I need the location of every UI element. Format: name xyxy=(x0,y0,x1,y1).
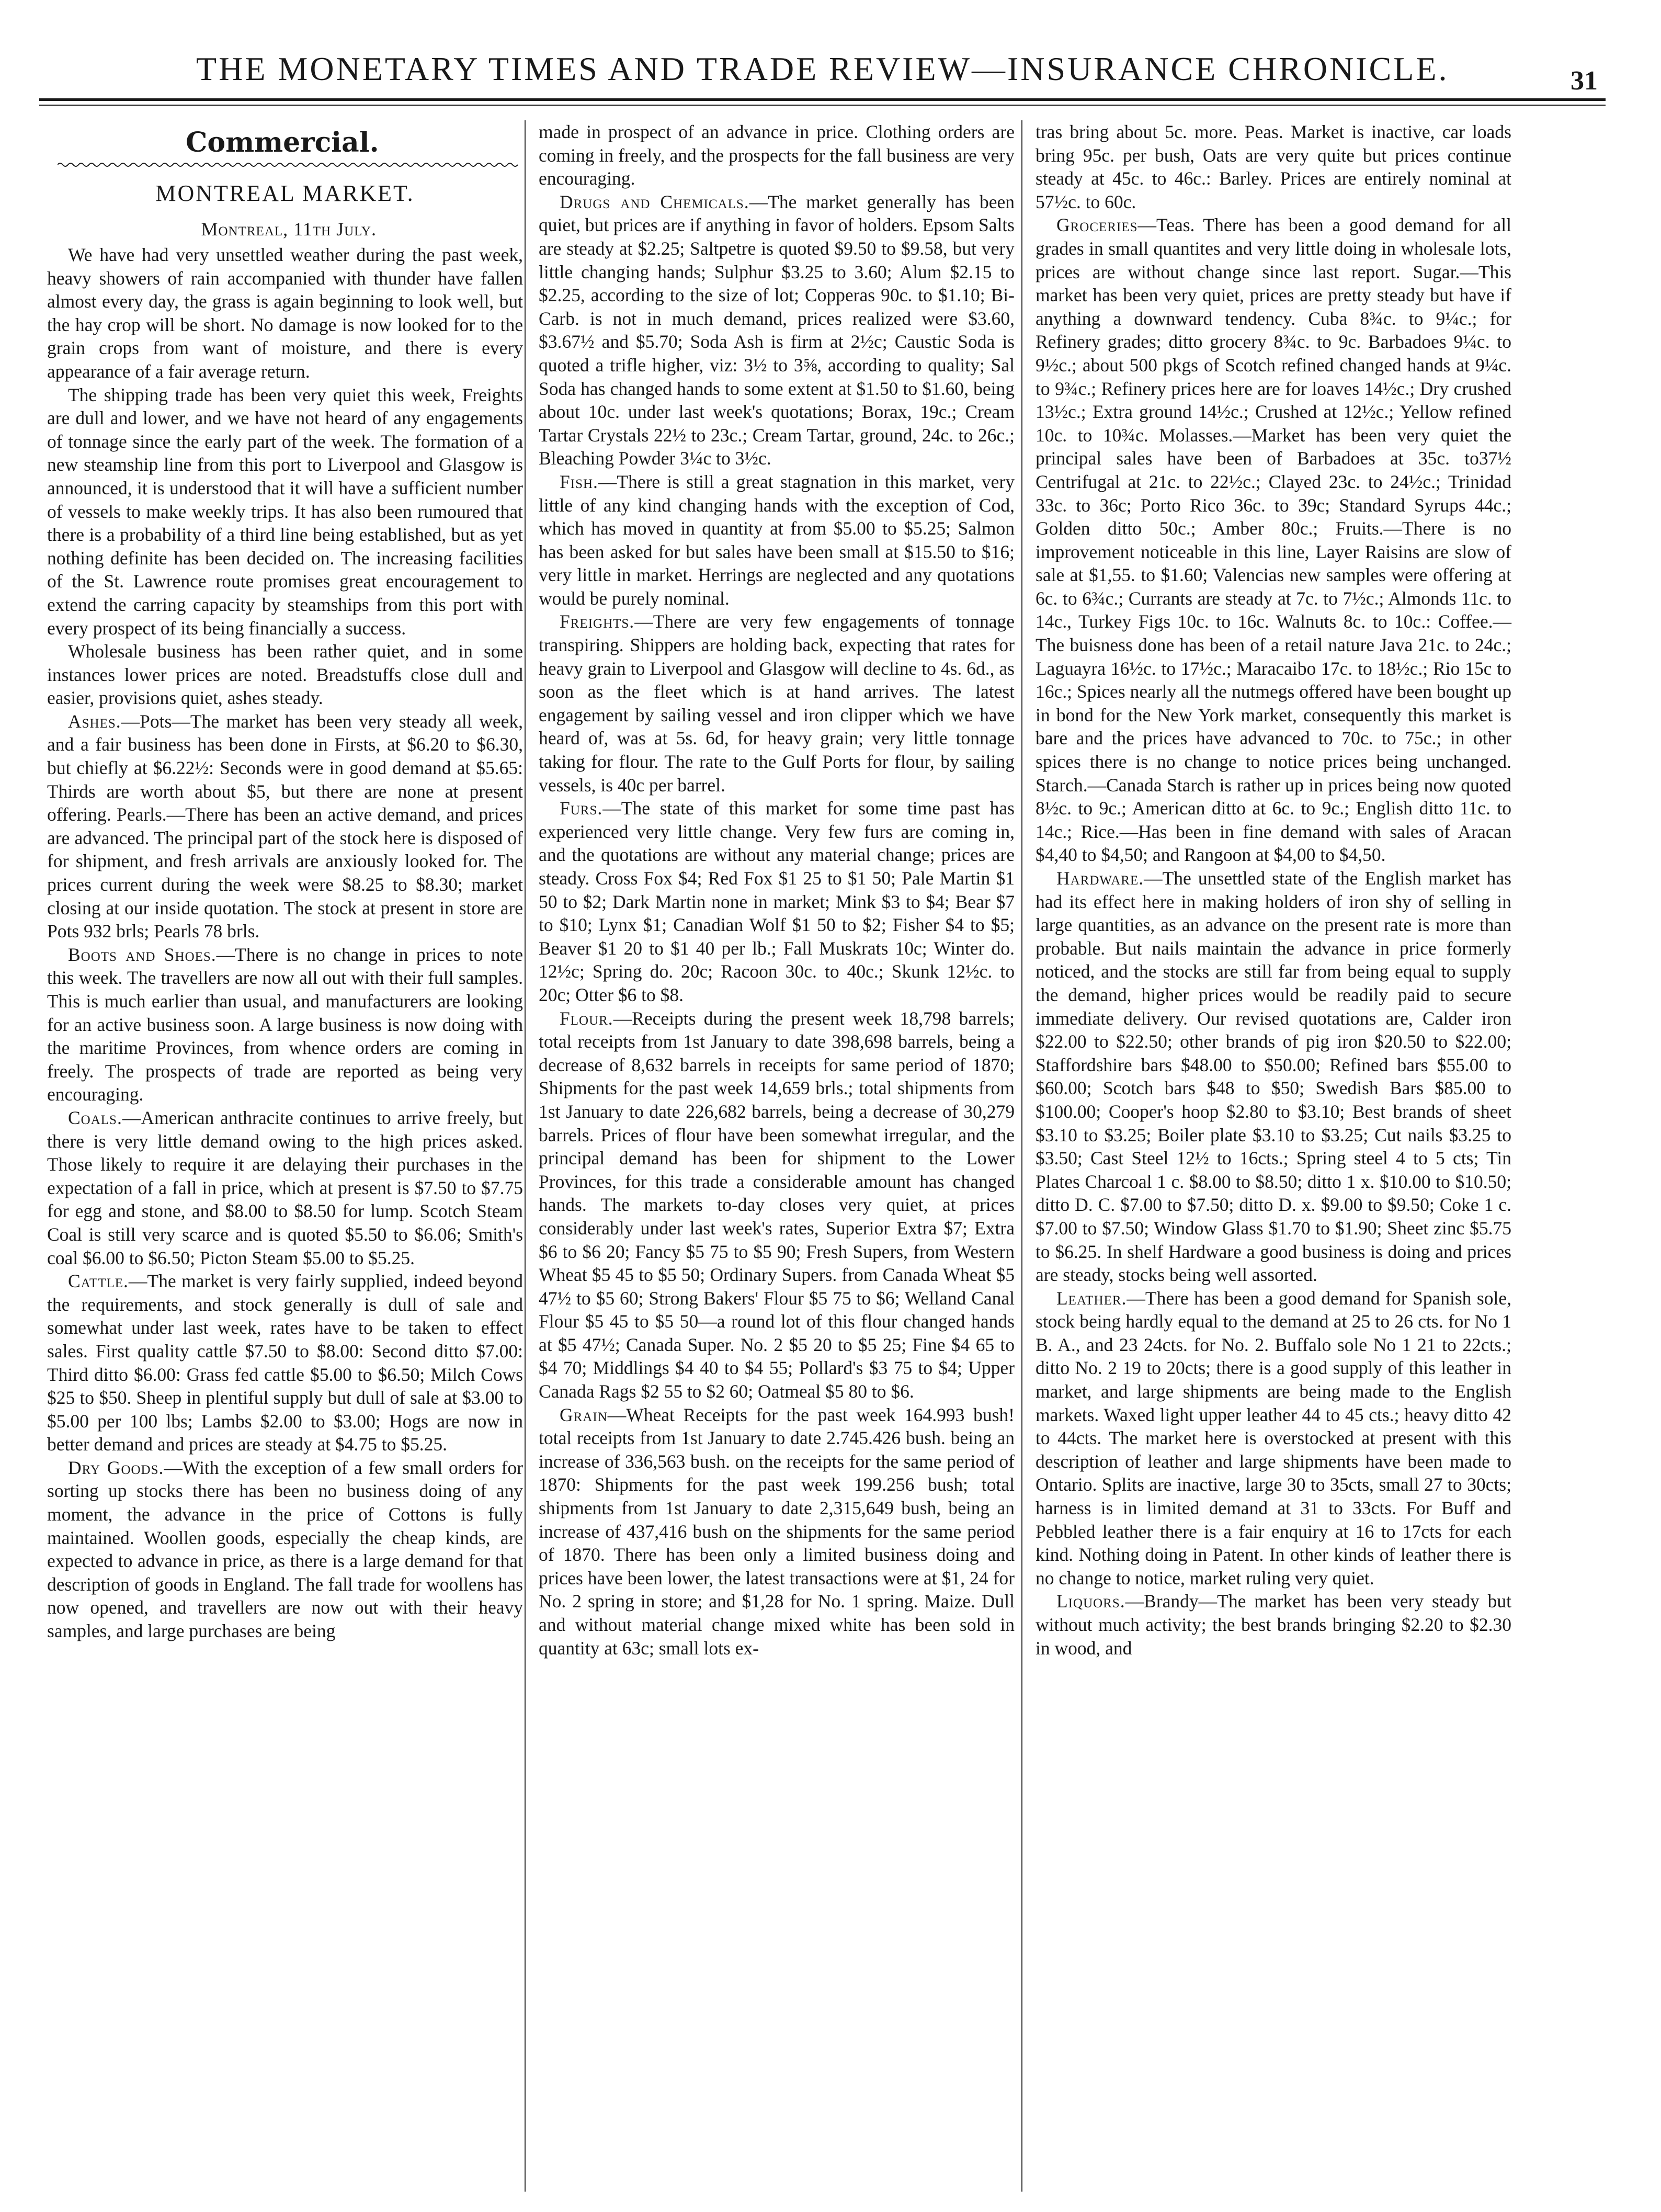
masthead-rule-thick xyxy=(39,98,1606,101)
masthead-title: THE MONETARY TIMES AND TRADE REVIEW—INSURANCE CHRONICLE. xyxy=(196,50,1449,87)
article-paragraph xyxy=(47,383,523,640)
article-paragraph xyxy=(539,470,1015,610)
article-paragraph xyxy=(539,190,1015,470)
article-paragraph xyxy=(47,1106,523,1269)
masthead-rule-thin xyxy=(39,105,1606,106)
column-divider xyxy=(1021,120,1022,2192)
paragraph-text: —The state of this market for some time past has experienced very little change. Very few furs are coming in, and the quotations are without any material change; prices are steady. Cross Fox $4; Red Fox $1 25 to $1 50; Pale Martin $1 50 to $2; Dark Martin none in market; Mink $3 to $4; Bear $7 to $10; Lynx $1; Canadian Wolf $1 50 to $2; Fisher $4 to $5; Beaver $1 20 to $1 40 per lb.; Fall Muskrats 10c; Winter do. 12½c; Spring do. 20c; Racoon 30c. to 40c.; Skunk 12½c. to 20c; Otter $6 to $8. xyxy=(539,798,1015,1005)
article-paragraph xyxy=(1036,1287,1511,1590)
paragraph-text: made in prospect of an advance in price. Clothing orders are coming in freely, and the prospects for the fall business are very encouraging. xyxy=(539,121,1015,189)
article-paragraph xyxy=(47,243,523,383)
paragraph-text: —The unsettled state of the English market has had its effect here in making holders of iron shy of selling in large quantities, as an advance on the present rate is more than probable. But nails maintain the advance in price formerly noticed, and the stocks are still far from being equal to supply the demand, higher prices would be readily paid to secure immediate delivery. Our revised quotations are, Calder iron $22.00 to $22.50; other brands of pig iron $20.50 to $22.00; Staffordshire bars $48.00 to $50.00; Refined bars $55.00 to $60.00; Scotch bars $48 to $50; Swedish Bars $85.00 to $100.00; Cooper's hoop $2.80 to $3.10; Best brands of sheet $3.10 to $3.25; Boiler plate $3.10 to $3.25; Cut nails $3.25 to $3.50; Cast Steel 12½ to 16cts.; Spring steel 4 to 5 cts; Tin Plates Charcoal 1 c. $8.00 to $8.50; ditto 1 x. $10.00 to $10.50; ditto D. C. $7.00 to $7.50; ditto D. x. $9.00 to $9.50; Coke 1 c. $7.00 to $7.50; Window Glass $1.70 to $1.90; Sheet zinc $5.75 to $6.25. In shelf Hardware a good business is doing and prices are steady, stocks being well assorted. xyxy=(1036,868,1511,1286)
paragraph-text: —Wheat Receipts for the past week 164.993 bush! total receipts from 1st January to date 2.745.426 bush. being an increase of 336,563 bush. on the receipts for the same period of 1870: Shipments for the past week 199.256 bush; total shipments from 1st January to date 2,315,649 bush, being an increase of 437,416 bush on the shipments for the same period of 1870. There has been only a limited business doing and prices have been lower, the latest transactions were at $1, 24 for No. 2 spring in store; and $1,28 for No. 1 spring. Maize. Dull and without material change mixed white has been sold in quantity at 63c; small lots ex- xyxy=(539,1404,1015,1659)
column-3-body xyxy=(1036,120,1511,1660)
paragraph-heading: Liquors. xyxy=(1056,1591,1125,1612)
paragraph-heading: Hardware. xyxy=(1056,868,1144,889)
article-paragraph xyxy=(1036,1590,1511,1660)
paragraph-heading: Drugs and Chemicals. xyxy=(560,191,749,212)
article-paragraph xyxy=(47,710,523,943)
paragraph-text: We have had very unsettled weather during the past week, heavy showers of rain accompanied with thunder have fallen almost every day, the grass is again beginning to look well, but the hay crop will be short. No damage is now looked for to the grain crops from want of moisture, and there is every appearance of a fair average return. xyxy=(47,244,523,382)
paragraph-text: —There has been a good demand for Spanish sole, stock being hardly equal to the demand at 25 to 26 cts. for No 1 B. A., and 23 24cts. for No. 2. Buffalo sole No 1 21 to 22cts.; ditto No. 2 19 to 20cts; there is a good supply of this leather in market, and large shipments are being made to the English markets. Waxed light upper leather 44 to 45 cts.; heavy ditto 42 to 44cts. The market here is overstocked at present with this description of leather and large shipments have been made to Ontario. Splits are inactive, large 30 to 35cts, small 27 to 30cts; harness is in limited demand at 31 to 33cts. For Buff and Pebbled leather there is a fair enquiry at 16 to 17cts for each kind. Nothing doing in Patent. In other kinds of leather there is no change to notice, market ruling very quiet. xyxy=(1036,1287,1511,1589)
paragraph-heading: Furs. xyxy=(560,798,603,819)
dateline: Montreal, 11th July. xyxy=(201,219,377,240)
paragraph-heading: Ashes. xyxy=(68,710,121,732)
article-paragraph xyxy=(47,1269,523,1456)
paragraph-heading: Cattle. xyxy=(68,1271,129,1292)
column-2 xyxy=(539,120,1015,1660)
page-number: 31 xyxy=(1571,66,1598,96)
paragraph-text: —Pots—The market has been very steady all week, and a fair business has been done in Firsts, at $6.20 to $6.30, but chiefly at $6.22½: Seconds were in good demand at $5.65: Thirds are worth about $5, but there are none at present offering. Pearls.—There has been an active demand, and prices are advanced. The principal part of the stock here is disposed of for shipment, and fresh arrivals are anxiously looked for. The prices current during the week were $8.25 to $8.30; market closing at our inside quotation. The stock at present in store are Pots 932 brls; Pearls 78 brls. xyxy=(47,710,523,942)
ornamental-rule xyxy=(58,162,518,168)
paragraph-heading: Coals. xyxy=(68,1107,122,1128)
paragraph-heading: Freights. xyxy=(560,611,635,632)
paragraph-text: —The market generally has been quiet, but prices are if anything in favor of holders. Epsom Salts are steady at $2.25; Saltpetre is quoted $9.50 to $9.58, but very little changing hands; Sulphur $3.25 to 3.60; Alum $2.15 to $2.25, according to the size of lot; Copperas 90c. to $1.10; Bi-Carb. is not in much demand, prices realized were $3.60, $3.67½ and $5.70; Soda Ash is firm at 2½c; Caustic Soda is quoted a trifle higher, viz: 3½ to 3⅝, according to quality; Sal Soda has changed hands to some extent at $1.50 to $1.60, being about 10c. under last week's quotations; Borax, 19c.; Cream Tartar Crystals 22½ to 23c.; Cream Tartar, ground, 24c. to 26c.; Bleaching Powder 3¼c to 3½c. xyxy=(539,191,1015,469)
paragraph-text: —Receipts during the present week 18,798 barrels; total receipts from 1st January to date 398,698 barrels, being a decrease of 8,632 barrels in receipts for same period of 1870; Shipments for the past week 14,659 brls.; total shipments from 1st January to date 226,682 barrels, being a decrease of 30,279 barrels. Prices of flour have been somewhat irregular, and the principal demand has been for shipment to the Lower Provinces, for this trade a considerable amount has changed hands. The markets to-day closes very quiet, at prices considerably under last week's rates, Superior Extra $7; Extra $6 to $6 20; Fancy $5 75 to $5 90; Fresh Supers, from Western Wheat $5 45 to $5 50; Ordinary Supers. from Canada Wheat $5 47½ to $5 60; Strong Bakers' Flour $5 75 to $6; Welland Canal Flour $5 45 to $5 50—a round lot of this flour changed hands at $5 47½; Canada Super. No. 2 $5 20 to $5 25; Fine $4 65 to $4 70; Middlings $4 40 to $4 55; Pollard's $3 75 to $4; Upper Canada Rags $2 55 to $2 60; Oatmeal $5 80 to $6. xyxy=(539,1007,1015,1402)
paragraph-text: —Teas. There has been a good demand for all grades in small quantites and very little doing in wholesale lots, prices are without change since last report. Sugar.—This market has been very quiet, prices are pretty steady but have if anything a downward tendency. Cuba 8¾c. to 9¼c.; for Refinery grades; ditto grocery 8¾c. to 9c. Barbadoes 9¼c. to 9½c.; about 500 pkgs of Scotch refined changed hands at 9¼c. to 9¾c.; Refinery prices here are for loaves 14½c.; Dry crushed 13½c.; Extra ground 14½c.; Crushed at 12½c.; Yellow refined 10c. to 10¾c. Molasses.—Market has been very quiet the principal sales have been of Barbadoes at 35c. to37½ Centrifugal at 21c. to 22½c.; Clayed 23c. to 24½c.; Trinidad 33c. to 36c; Porto Rico 36c. to 39c; Standard Syrups 44c.; Golden ditto 50c.; Amber 80c.; Fruits.—There is no improvement noticeable in this line, Layer Raisins are slow of sale at $1,55. to $1.60; Valencias new samples were offering at 6c. to 6¾c.; Currants are steady at 7c. to 7½c.; Almonds 11c. to 14c., Turkey Figs 10c. to 16c. Walnuts 8c. to 10c.: Coffee.—The buisness done has been of a retail nature Java 21c. to 24c.; Laguayra 16½c. to 17½c.; Maracaibo 17c. to 18½c.; Rio 15c to 16c.; Spices nearly all the nutmegs offered have been bought up in bond for the New York market, consequently this market is bare and the prices have advanced to 70c. to 75c.; in other spices there is no change to notice prices being unchanged. Starch.—Canada Starch is rather up in prices being now quoted 8½c. to 9c.; American ditto at 6c. to 9c.; English ditto 11c. to 14c.; Rice.—Has been in fine demand with sales of Aracan $4,40 to $4,50; and Rangoon at $4,00 to $4,50. xyxy=(1036,214,1511,866)
paragraph-heading: Fish. xyxy=(560,471,598,492)
column-1 xyxy=(47,120,523,1643)
paragraph-text: —There is no change in prices to note this week. The travellers are now all out with their full samples. This is much earlier than usual, and manufacturers are looking for an active business soon. A large business is now doing with the maritime Provinces, from whence orders are coming in freely. The prospects of trade are reported as being very encouraging. xyxy=(47,944,523,1105)
paragraph-text: Wholesale business has been rather quiet, and in some instances lower prices are noted. Breadstuffs close dull and easier, provisions quiet, ashes steady. xyxy=(47,641,523,709)
paragraph-text: —There are very few engagements of tonnage transpiring. Shippers are holding back, expecting that rates for heavy grain to Liverpool and Glasgow will decline to 4s. 6d., as soon as the fleet which is at hand arrives. The latest engagement by sailing vessel and iron clipper which we have heard of, was at 5s. 6d, for heavy grain; very little tonnage taking for flour. The rate to the Gulf Ports for flour, by sailing vessels, is 40c per barrel. xyxy=(539,611,1015,796)
paragraph-text: The shipping trade has been very quiet this week, Freights are dull and lower, and we have not heard of any engagements of tonnage since the early part of the week. The formation of a new steamship line from this port to Liverpool and Glasgow is announced, it is understood that it will have a sufficient number of vessels to make weekly trips. It has also been rumoured that there is a probability of a third line being established, but as yet nothing definite has been decided on. The increasing facilities of the St. Lawrence route promises great encouragement to extend the carring capacity by steamships from this port with every prospect of its being financially a success. xyxy=(47,384,523,639)
paragraph-heading: Dry Goods. xyxy=(68,1457,164,1478)
article-paragraph xyxy=(539,1007,1015,1403)
paragraph-heading: Boots and Shoes. xyxy=(68,944,217,965)
article-paragraph xyxy=(1036,867,1511,1287)
paragraph-text: —The market is very fairly supplied, indeed beyond the requirements, and stock generally is dull of sale and somewhat under last week, rates have to be taken to effect sales. First quality cattle $7.50 to $8.00: Second ditto $7.00: Third ditto $6.00: Grass fed cattle $5.00 to $6.50; Milch Cows $25 to $50. Sheep in plentiful supply but dull of sale at $3.00 to $5.00 per 100 lbs; Lambs $2.00 to $3.00; Hogs are now in better demand and prices are steady at $4.75 to $5.25. xyxy=(47,1271,523,1455)
column-2-body xyxy=(539,120,1015,1660)
article-paragraph xyxy=(47,1456,523,1643)
article-paragraph xyxy=(539,120,1015,190)
masthead xyxy=(39,50,1608,99)
article-paragraph xyxy=(1036,213,1511,867)
paragraph-heading: Groceries xyxy=(1056,214,1138,236)
paragraph-heading: Grain xyxy=(560,1404,608,1425)
column-3 xyxy=(1036,120,1511,1660)
article-paragraph xyxy=(47,943,523,1106)
article-paragraph xyxy=(1036,120,1511,213)
paragraph-heading: Flour. xyxy=(560,1007,613,1029)
column-1-body xyxy=(47,243,523,1643)
paragraph-text: —American anthracite continues to arrive freely, but there is very little demand owing to the high prices asked. Those likely to require it are delaying their purchases in the expectation of a fall in price, which at present is $7.50 to $7.75 for egg and stone, and $8.00 to $8.50 for lump. Scotch Steam Coal is still very scarce and is quoted $5.50 to $6.06; Smith's coal $6.00 to $6.50; Picton Steam $5.00 to $5.25. xyxy=(47,1107,523,1268)
article-paragraph xyxy=(47,640,523,710)
paragraph-text: —There is still a great stagnation in this market, very little of any kind changing hands with the exception of Cod, which has moved in quantity at from $5.00 to $5.25; Salmon has been asked for but sales have been small at $15.50 to $16; very little in market. Herrings are neglected and any quotations would be purely nominal. xyxy=(539,471,1015,609)
column-divider xyxy=(525,120,526,2192)
article-paragraph xyxy=(539,797,1015,1006)
article-paragraph xyxy=(539,1403,1015,1660)
paragraph-text: —With the exception of a few small orders for sorting up stocks there has been no business doing of any moment, the advance in the price of Cottons is fully maintained. Woollen goods, especially the cheap kinds, are expected to advance in price, as there is a large demand for that description of goods in England. The fall trade for woollens has now opened, and travellers are now out with their heavy samples, and large purchases are being xyxy=(47,1457,523,1642)
paragraph-heading: Leather. xyxy=(1056,1287,1127,1309)
paragraph-text: tras bring about 5c. more. Peas. Market is inactive, car loads bring 95c. per bush, Oats are very quite but prices continue steady at 45c. to 46c.: Barley. Prices are entirely nominal at 57½c. to 60c. xyxy=(1036,121,1511,212)
market-heading: MONTREAL MARKET. xyxy=(155,180,415,206)
paragraph-text: —Brandy—The market has been very steady but without much activity; the best brands bringing $2.20 to $2.30 in wood, and xyxy=(1036,1591,1511,1659)
article-paragraph xyxy=(539,610,1015,797)
section-title: Commercial. xyxy=(186,127,379,158)
